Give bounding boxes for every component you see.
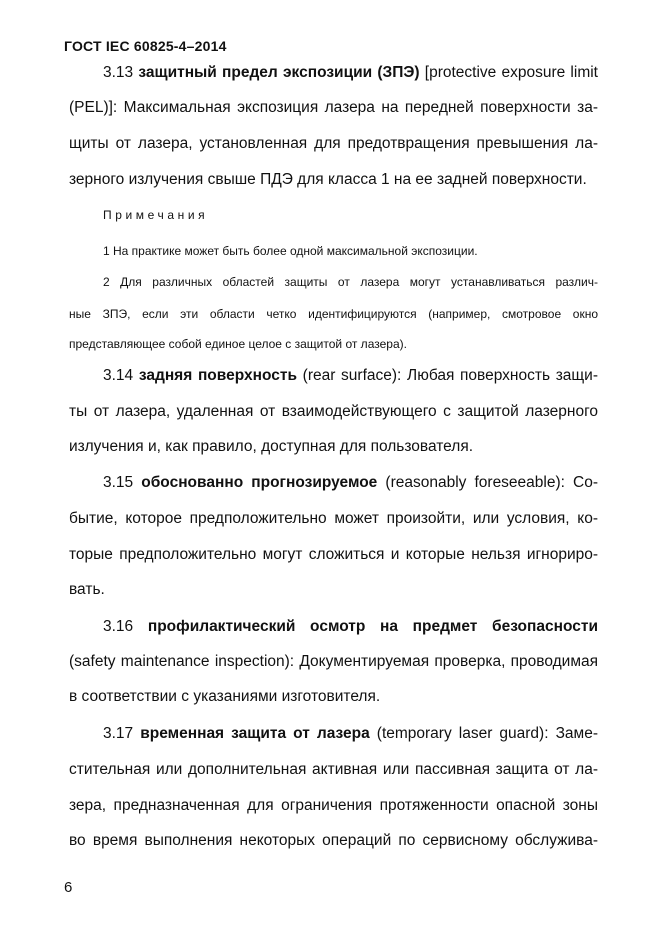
definition-3-16-line-1 [103,617,598,637]
note-1: 1 На практике может быть более одной максимальной экспозиции. [103,244,478,258]
definition-3-16-line-3: в соответствии с указаниями изготовителя. [69,688,381,705]
definition-3-17-line-3: зера, предназначенная для ограничения протяженности опасной зоны [69,797,598,814]
definition-3-14-line-2: ты от лазера, удаленная от взаимодействующего с защитой лазерного [69,403,598,420]
definition-3-15-line-1 [103,473,598,493]
definition-text: (reasonably foreseeable): Со- [385,474,599,491]
definition-3-13-line-2: (PEL)]: Максимальная экспозиция лазера на передней поверхности за- [69,99,598,116]
definition-term: обоснованно прогнозируемое [141,474,378,491]
definition-number: 3.17 [103,725,134,742]
definition-text: (rear surface): Любая поверхность защи- [302,367,598,384]
definition-term: профилактический осмотр на предмет безопасности [147,618,598,635]
definition-3-15-line-3: торые предположительно могут сложиться и которые нельзя игнориро- [69,546,598,563]
definition-3-16-line-2: (safety maintenance inspection): Документируемая проверка, проводимая [69,653,598,670]
definition-3-14-line-1 [103,366,598,386]
definition-text: [protective exposure limit [424,64,598,81]
notes-heading: Примечания [103,208,209,222]
definition-3-14-line-3: излучения и, как правило, доступная для пользователя. [69,438,474,455]
definition-3-17-line-2: стительная или дополнительная активная или пассивная защита от ла- [69,761,598,778]
definition-term: защитный предел экспозиции (ЗПЭ) [138,64,420,81]
note-2-line-1: 2 Для различных областей защиты от лазера могут устанавливаться различ- [103,275,598,289]
definition-3-13-line-3: щиты от лазера, установленная для предотвращения превышения ла- [69,135,598,152]
note-2-line-2: ные ЗПЭ, если эти области четко идентифицируются (например, смотровое окно [69,307,598,321]
definition-term: задняя поверхность [138,367,297,384]
definition-number: 3.15 [103,474,134,491]
definition-3-13-line-4: зерного излучения свыше ПДЭ для класса 1 на ее задней поверхности. [69,171,587,188]
definition-3-13-line-1 [103,63,598,83]
definition-number: 3.14 [103,367,134,384]
definition-term: временная защита от лазера [140,725,370,742]
page-number: 6 [64,879,73,896]
definition-3-15-line-2: бытие, которое предположительно может произойти, или условия, ко- [69,510,598,527]
definition-3-17-line-4: во время выполнения некоторых операций по сервисному обслужива- [69,832,598,849]
definition-number: 3.13 [103,64,134,81]
definition-text: (temporary laser guard): Заме- [376,725,598,742]
definition-3-17-line-1 [103,724,598,744]
document-header: ГОСТ IEC 60825-4–2014 [64,38,227,54]
definition-3-15-line-4: вать. [69,581,105,598]
note-2-line-3: представляющее собой единое целое с защитой от лазера). [69,337,407,351]
definition-number: 3.16 [103,618,134,635]
